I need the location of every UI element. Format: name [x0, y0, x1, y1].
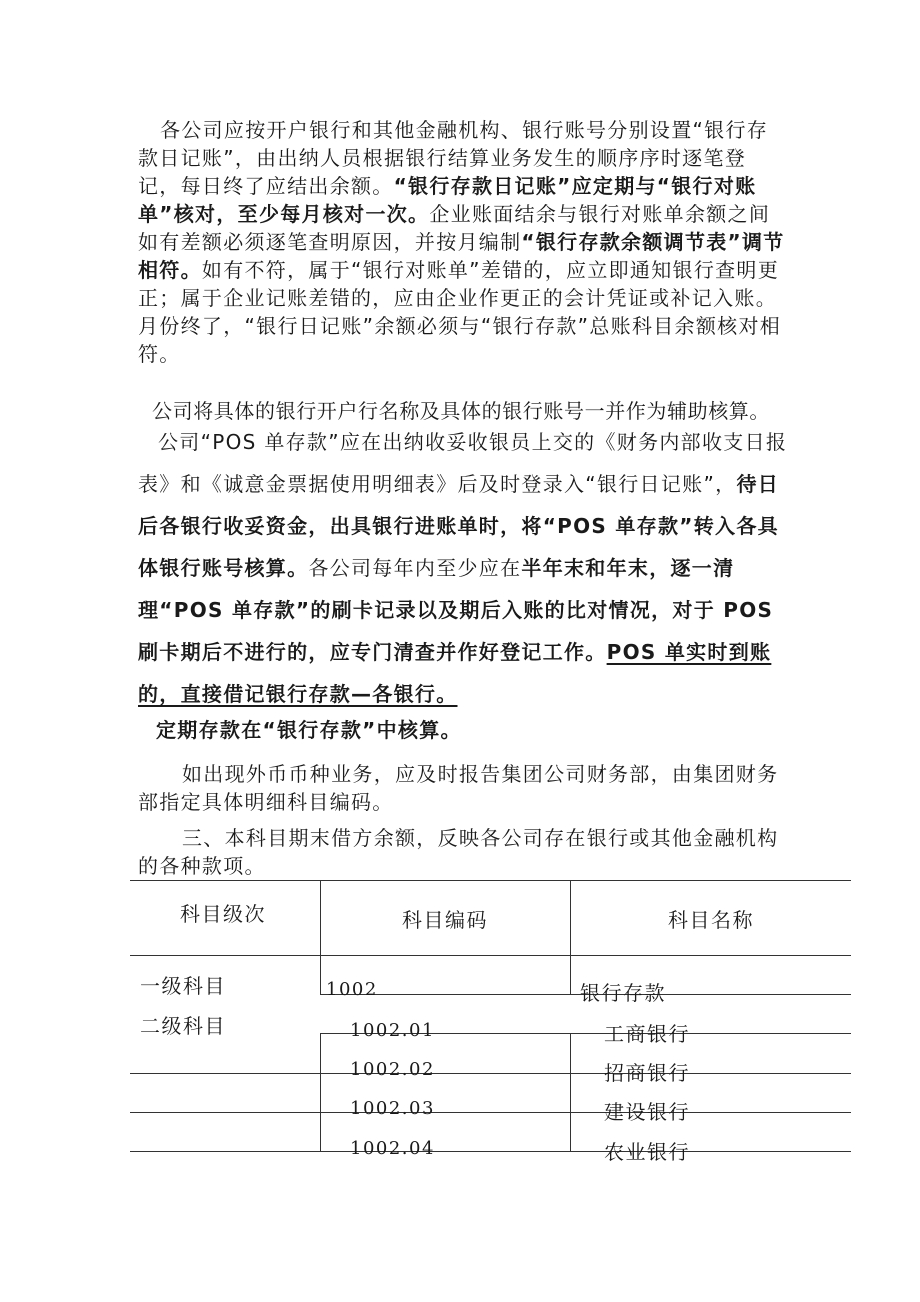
cell-name-wrap	[576, 1136, 846, 1164]
header-name: 科目名称	[668, 908, 754, 932]
account-code-table	[130, 880, 851, 1164]
p1-text-e: 如有不符，属于“银行对账单”差错的，应立即通知银行查明更正；属于企业记账差错的，应由企业作更正的会计凭证或补记入账。月份终了，“银行日记账”余额必须与“银行存款”总账科目余额核对相符。	[138, 258, 782, 366]
cell-level: 二级科目	[140, 1014, 226, 1038]
p1-bold-b: “银行存款日记账”应定期与“银行对账单”核对，至少每月核对一次。	[138, 174, 757, 226]
table-row-divider	[130, 1112, 851, 1113]
table-header-divider	[130, 955, 851, 956]
p1-text-a: 各公司应按开户银行和其他金融机构、银行账号分别设置“银行存款日记账”，由出纳人员根据银行结算业务发生的顺序序时逐笔登记，每日终了应结出余额。	[138, 118, 769, 198]
paragraph-foreign-currency: 如出现外币币种业务，应及时报告集团公司财务部，由集团财务部指定具体明细科目编码。	[138, 762, 779, 814]
table-bottom-border	[130, 1151, 851, 1152]
cell-name-wrap	[576, 1096, 846, 1124]
cell-code: 1002	[326, 979, 378, 1000]
table-row-divider	[130, 1073, 851, 1074]
p3-bold-b: 待日后各银行收妥资金，出具银行进账单时，将“POS 单存款”转入各具体银行账号核算。	[138, 472, 780, 580]
cell-name: 工商银行	[604, 1022, 690, 1046]
table-top-border	[130, 880, 851, 881]
cell-name-wrap	[576, 1057, 846, 1085]
cell-name-wrap	[576, 1018, 846, 1046]
cell-code: 1002.03	[350, 1098, 435, 1119]
paragraph-fixed-deposit	[156, 716, 806, 744]
cell-code-wrap	[326, 1136, 566, 1159]
cell-level: 一级科目	[140, 974, 226, 998]
cell-code: 1002.02	[350, 1059, 435, 1080]
cell-name: 招商银行	[604, 1061, 690, 1085]
cell-code-wrap	[326, 973, 566, 1000]
p1-bold-d: “银行存款余额调节表”调节相符。	[138, 230, 785, 282]
paragraph-period-end: 三、本科目期末借方余额，反映各公司存在银行或其他金融机构的各种款项。	[138, 826, 779, 878]
p3-text-a: 公司“POS 单存款”应在出纳收妥收银员上交的《财务内部收支日报表》和《诚意金票据使用明细表》后及时登录入“银行日记账”，	[138, 430, 788, 496]
cell-code-wrap	[326, 1096, 566, 1119]
cell-name: 农业银行	[604, 1140, 690, 1164]
p3-bold-d: 半年末和年末，逐一清理“POS 单存款”的刷卡记录以及期后入账的比对情况，对于 POS 刷卡期后不进行的，应专门清查并作好登记工作。	[138, 556, 774, 664]
table-col-divider	[320, 880, 321, 994]
cell-name: 银行存款	[580, 981, 666, 1005]
cell-name-wrap	[576, 973, 846, 1005]
p4-bold: 定期存款在“银行存款”中核算。	[156, 718, 462, 742]
cell-code: 1002.04	[350, 1138, 435, 1159]
header-code: 科目编码	[402, 908, 488, 932]
paragraph-auxiliary: 公司将具体的银行开户行名称及具体的银行账号一并作为辅助核算。	[152, 399, 770, 423]
p3-underline-e: POS 单实时到账的，直接借记银行存款—各银行。	[138, 640, 772, 706]
table-col-divider	[570, 880, 571, 994]
p3-text-c: 各公司每年内至少应在	[308, 556, 522, 580]
cell-code: 1002.01	[350, 1020, 435, 1041]
cell-code-wrap	[326, 1057, 566, 1080]
table-col-divider	[570, 1033, 571, 1151]
paragraph-bank-journal	[138, 116, 788, 368]
cell-code-wrap	[326, 1018, 566, 1041]
table-col-divider	[320, 1033, 321, 1151]
paragraph-pos-deposit	[138, 421, 788, 715]
p1-text-c: 企业账面结余与银行对账单余额之间如有差额必须逐笔查明原因，并按月编制	[138, 202, 771, 254]
header-level: 科目级次	[180, 902, 266, 926]
cell-name: 建设银行	[604, 1100, 690, 1124]
